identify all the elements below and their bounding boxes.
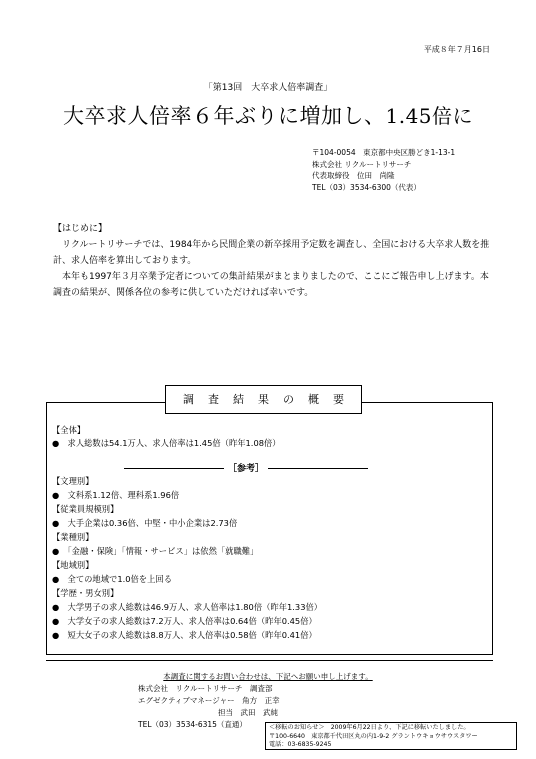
document-date: 平成８年７月16日: [423, 45, 490, 54]
section-item: ● 文科系1.12倍、理科系1.96倍: [52, 490, 180, 500]
contact-tel: TEL（03）3534-6315（直通）: [138, 720, 247, 729]
survey-subtitle: 「第13回 大卒求人倍率調査」: [203, 83, 333, 93]
notice-phone: 電話：03-6835-9245: [269, 741, 332, 748]
section-heading: 【学歴・男女別】: [52, 588, 119, 598]
section-item: ● 大学女子の求人総数は7.2万人、求人倍率は0.64倍（昨年0.45倍）: [52, 616, 317, 626]
notice-line: ＜移転のお知らせ＞ 2009年6月22日より、下記に移転いたしました。: [269, 724, 470, 731]
section-heading: 【業種別】: [52, 532, 94, 542]
document-title: [0, 100, 536, 130]
company-name: 株式会社 リクルートリサーチ: [312, 159, 412, 169]
contact-department: 株式会社 リクルートリサーチ 調査部: [138, 684, 273, 693]
inquiry-note: 本調査に関するお問い合わせは、下記へお願い申し上げます。: [163, 672, 373, 681]
section-item: ● 短大女子の求人総数は8.8万人、求人倍率は0.58倍（昨年0.41倍）: [52, 630, 317, 640]
title-tail: 1.45倍に: [385, 104, 474, 128]
footer-divider: [46, 660, 493, 661]
reference-divider: [124, 462, 368, 474]
summary-box-title: 調査結果の概要: [165, 385, 362, 414]
notice-address: 〒100-6640 東京都千代田区丸の内1-9-2 グラントウキョウサウスタワー: [269, 732, 478, 740]
section-heading: 【文理別】: [52, 476, 94, 486]
representative: 代表取締役 位田 尚隆: [312, 171, 395, 180]
overall-heading: 【全体】: [52, 425, 86, 435]
contact-block: [138, 683, 280, 719]
company-tel: TEL（03）3534-6300（代表）: [312, 182, 421, 192]
overall-item: ● 求人総数は54.1万人、求人倍率は1.45倍（昨年1.08倍）: [52, 438, 281, 448]
intro-paragraph-2: 本年も1997年３月卒業予定者についての集計結果がまとまりましたので、ここにご報告申し上げます。本調査の結果が、関係各位の参考に供していただければ幸いです。: [53, 272, 489, 298]
section-heading: 【従業員規模別】: [52, 504, 119, 514]
title-main: 大卒求人倍率６年ぶりに増加し、: [62, 104, 386, 128]
section-item: ● 「金融・保険」「情報・サービス」は依然「就職難」: [52, 546, 259, 556]
intro-paragraph-1: リクルートリサーチでは、1984年から民間企業の新卒採用予定数を調査し、全国における大卒求人数を推計、求人倍率を算出しております。: [53, 240, 490, 266]
intro-heading: 【はじめに】: [53, 224, 108, 234]
section-item: ● 全ての地域で1.0倍を上回る: [52, 574, 172, 584]
address-line: 〒104-0054 東京都中央区勝どき1-13-1: [312, 148, 456, 157]
relocation-notice: [265, 722, 517, 750]
intro-section: [53, 221, 493, 301]
contact-manager: エグゼクティブマネージャー 角方 正幸: [138, 696, 280, 705]
section-item: ● 大学男子の求人総数は46.9万人、求人倍率は1.80倍（昨年1.33倍）: [52, 602, 323, 612]
company-address-block: [312, 147, 455, 193]
contact-person: 担当 武田 武純: [218, 708, 278, 717]
reference-label-wrap: [124, 461, 368, 474]
section-item: ● 大手企業は0.36倍、中堅・中小企業は2.73倍: [52, 518, 238, 528]
section-heading: 【地域別】: [52, 560, 94, 570]
reference-label: ［参考］: [227, 464, 264, 474]
